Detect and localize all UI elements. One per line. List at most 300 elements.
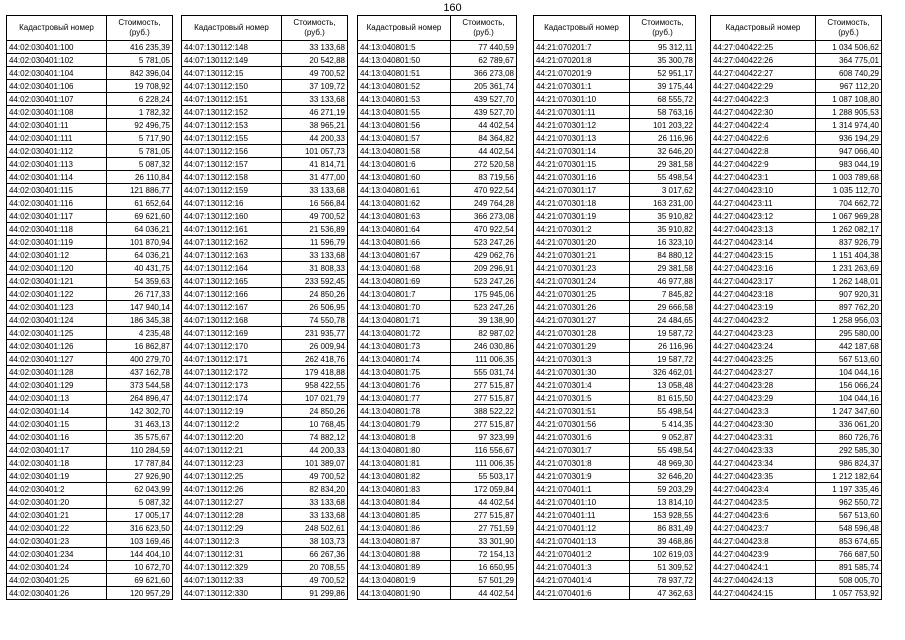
cadastral-number-cell: 44:21:070301:13: [534, 132, 630, 145]
cost-cell: 16 862,87: [107, 340, 173, 353]
cost-cell: 5 781,05: [107, 54, 173, 67]
cadastral-number-cell: 44:21:070301:21: [534, 249, 630, 262]
cost-cell: 156 066,24: [816, 379, 882, 392]
cost-cell: 74 550,78: [282, 314, 348, 327]
cost-table-1: [6, 15, 173, 600]
cost-cell: 388 522,22: [451, 405, 517, 418]
table-row: [182, 236, 348, 249]
cadastral-number-cell: 44:21:070301:7: [534, 444, 630, 457]
table-row: [358, 470, 517, 483]
table-row: [711, 418, 882, 431]
cost-cell: 442 187,68: [816, 340, 882, 353]
table-row: [711, 41, 882, 54]
table-row: [711, 236, 882, 249]
page-number: 160: [443, 2, 462, 14]
cost-cell: 78 937,72: [630, 574, 696, 587]
cadastral-number-cell: 44:13:040801:63: [358, 210, 451, 223]
cadastral-number-cell: 44:07:130112:159: [182, 184, 282, 197]
cost-cell: 853 674,65: [816, 535, 882, 548]
cadastral-number-cell: 44:27:040423:15: [711, 249, 816, 262]
cadastral-number-cell: 44:27:040423:30: [711, 418, 816, 431]
table-row: [358, 119, 517, 132]
cost-cell: 5 717,90: [107, 132, 173, 145]
table-row: [7, 67, 173, 80]
cost-cell: 567 513,60: [816, 509, 882, 522]
table-row: [534, 418, 696, 431]
cadastral-number-cell: 44:21:070401:3: [534, 561, 630, 574]
cadastral-number-cell: 44:07:130112:150: [182, 80, 282, 93]
cadastral-number-cell: 44:13:040801:88: [358, 548, 451, 561]
cost-cell: 17 787,84: [107, 457, 173, 470]
table-header-row: [182, 16, 348, 41]
cost-cell: 58 763,16: [630, 106, 696, 119]
table-row: [7, 171, 173, 184]
cadastral-number-cell: 44:27:040424:1: [711, 561, 816, 574]
cost-cell: 62 789,67: [451, 54, 517, 67]
cost-cell: 277 515,87: [451, 379, 517, 392]
table-row: [358, 587, 517, 600]
cadastral-number-cell: 44:21:070301:8: [534, 457, 630, 470]
table-row: [182, 470, 348, 483]
cadastral-number-cell: 44:07:130112:168: [182, 314, 282, 327]
cost-cell: 608 740,29: [816, 67, 882, 80]
cadastral-number-cell: 44:27:040424:13: [711, 574, 816, 587]
cadastral-number-cell: 44:02:030401:102: [7, 54, 107, 67]
table-row: [182, 535, 348, 548]
cadastral-number-cell: 44:27:040422:30: [711, 106, 816, 119]
cost-cell: 49 700,52: [282, 574, 348, 587]
cost-cell: 897 762,20: [816, 301, 882, 314]
cost-cell: 32 646,20: [630, 470, 696, 483]
cadastral-number-cell: 44:02:030401:21: [7, 509, 107, 522]
table-row: [711, 392, 882, 405]
cadastral-number-cell: 44:02:030401:127: [7, 353, 107, 366]
cost-cell: 292 585,30: [816, 444, 882, 457]
cadastral-number-cell: 44:02:030401:25: [7, 574, 107, 587]
cadastral-number-cell: 44:13:040801:89: [358, 561, 451, 574]
cadastral-number-cell: 44:02:030401:19: [7, 470, 107, 483]
cadastral-number-cell: 44:07:130112:149: [182, 54, 282, 67]
table-row: [711, 210, 882, 223]
cost-cell: 1 314 974,40: [816, 119, 882, 132]
cadastral-number-cell: 44:02:030401:14: [7, 405, 107, 418]
cost-cell: 81 615,50: [630, 392, 696, 405]
cadastral-number-cell: 44:21:070301:10: [534, 93, 630, 106]
cost-cell: 1 288 905,53: [816, 106, 882, 119]
cadastral-number-cell: 44:02:030401:115: [7, 184, 107, 197]
cost-cell: 231 935,77: [282, 327, 348, 340]
cadastral-number-cell: 44:07:130112:27: [182, 496, 282, 509]
cost-cell: 437 162,78: [107, 366, 173, 379]
table-row: [711, 561, 882, 574]
cadastral-number-cell: 44:07:130112:2: [182, 418, 282, 431]
cadastral-number-cell: 44:27:040423:11: [711, 197, 816, 210]
table-row: [534, 171, 696, 184]
cost-cell: 82 834,20: [282, 483, 348, 496]
cadastral-number-cell: 44:21:070301:18: [534, 197, 630, 210]
cost-cell: 41 814,71: [282, 158, 348, 171]
cadastral-number-cell: 44:21:070301:26: [534, 301, 630, 314]
table-row: [534, 405, 696, 418]
cost-cell: 144 404,10: [107, 548, 173, 561]
table-row: [182, 340, 348, 353]
table-row: [182, 288, 348, 301]
table-row: [711, 587, 882, 600]
cadastral-number-cell: 44:13:040801:61: [358, 184, 451, 197]
cadastral-number-cell: 44:07:130112:19: [182, 405, 282, 418]
cost-cell: 82 987,02: [451, 327, 517, 340]
cost-cell: 69 621,60: [107, 210, 173, 223]
cost-cell: 26 116,96: [630, 340, 696, 353]
table-row: [182, 67, 348, 80]
table-row: [711, 509, 882, 522]
table-row: [182, 483, 348, 496]
cost-cell: 29 381,58: [630, 158, 696, 171]
table-row: [711, 132, 882, 145]
cadastral-number-cell: 44:13:040801:80: [358, 444, 451, 457]
cadastral-number-cell: 44:02:030401:26: [7, 587, 107, 600]
table-row: [182, 80, 348, 93]
table-row: [711, 314, 882, 327]
table-row: [534, 41, 696, 54]
table-row: [182, 366, 348, 379]
table-row: [7, 158, 173, 171]
cadastral-number-cell: 44:27:040423:2: [711, 314, 816, 327]
table-row: [711, 457, 882, 470]
cost-cell: 416 235,39: [107, 41, 173, 54]
table-row: [534, 119, 696, 132]
cost-table-4: [533, 15, 696, 600]
cost-cell: 55 503,17: [451, 470, 517, 483]
table-row: [358, 41, 517, 54]
cost-cell: 5 087,32: [107, 496, 173, 509]
cost-table-2: [181, 15, 348, 600]
cadastral-number-cell: 44:21:070301:15: [534, 158, 630, 171]
cadastral-number-cell: 44:27:040423:27: [711, 366, 816, 379]
cost-cell: 46 977,88: [630, 275, 696, 288]
cadastral-number-cell: 44:27:040423:14: [711, 236, 816, 249]
table-row: [711, 340, 882, 353]
cost-cell: 29 666,58: [630, 301, 696, 314]
cadastral-number-cell: 44:13:040801:64: [358, 223, 451, 236]
table-row: [358, 171, 517, 184]
table-row: [358, 444, 517, 457]
table-row: [711, 184, 882, 197]
cadastral-number-cell: 44:13:040801:5: [358, 41, 451, 54]
table-row: [182, 249, 348, 262]
table-row: [358, 457, 517, 470]
cadastral-number-header: Кадастровый номер: [711, 16, 816, 41]
cadastral-number-cell: 44:21:070401:12: [534, 522, 630, 535]
cadastral-number-cell: 44:13:040801:84: [358, 496, 451, 509]
cadastral-number-cell: 44:07:130112:174: [182, 392, 282, 405]
cost-cell: 26 009,94: [282, 340, 348, 353]
table-row: [358, 548, 517, 561]
cadastral-number-cell: 44:27:040423:25: [711, 353, 816, 366]
cost-cell: 153 928,55: [630, 509, 696, 522]
cost-cell: 48 969,30: [630, 457, 696, 470]
cadastral-number-header: Кадастровый номер: [7, 16, 107, 41]
cadastral-number-cell: 44:27:040423:35: [711, 470, 816, 483]
table-row: [711, 275, 882, 288]
table-row: [182, 457, 348, 470]
cost-cell: 62 043,99: [107, 483, 173, 496]
table-row: [7, 145, 173, 158]
cost-cell: 11 596,79: [282, 236, 348, 249]
table-row: [182, 509, 348, 522]
table-row: [7, 379, 173, 392]
table-row: [358, 340, 517, 353]
cadastral-number-cell: 44:02:030401:15: [7, 418, 107, 431]
cost-cell: 84 364,82: [451, 132, 517, 145]
cadastral-number-cell: 44:27:040423:17: [711, 275, 816, 288]
cadastral-number-cell: 44:27:040423:28: [711, 379, 816, 392]
table-row: [358, 314, 517, 327]
table-row: [534, 561, 696, 574]
cost-cell: 366 273,08: [451, 67, 517, 80]
table-row: [7, 548, 173, 561]
table-row: [711, 288, 882, 301]
table-row: [7, 444, 173, 457]
cadastral-number-cell: 44:07:130112:15: [182, 67, 282, 80]
cost-cell: 5 087,32: [107, 158, 173, 171]
cadastral-number-cell: 44:02:030401:114: [7, 171, 107, 184]
cadastral-number-header: Кадастровый номер: [534, 16, 630, 41]
table-row: [711, 249, 882, 262]
cost-cell: 1 035 112,70: [816, 184, 882, 197]
cadastral-number-cell: 44:21:070301:9: [534, 470, 630, 483]
cost-cell: 1 067 969,28: [816, 210, 882, 223]
table-row: [711, 379, 882, 392]
cost-cell: 107 021,79: [282, 392, 348, 405]
table-header-row: [358, 16, 517, 41]
table-row: [711, 574, 882, 587]
table-row: [358, 236, 517, 249]
cadastral-number-cell: 44:27:040422:3: [711, 93, 816, 106]
cost-cell: 111 006,35: [451, 457, 517, 470]
cadastral-number-cell: 44:02:030401:122: [7, 288, 107, 301]
cadastral-number-cell: 44:02:030401:12: [7, 249, 107, 262]
table-row: [534, 145, 696, 158]
cost-cell: 27 926,90: [107, 470, 173, 483]
table-row: [7, 522, 173, 535]
cost-cell: 19 587,72: [630, 327, 696, 340]
cost-cell: 55 498,54: [630, 171, 696, 184]
cadastral-number-cell: 44:02:030401:113: [7, 158, 107, 171]
cadastral-number-cell: 44:13:040801:55: [358, 106, 451, 119]
cost-cell: 209 296,91: [451, 262, 517, 275]
table-row: [7, 93, 173, 106]
cost-cell: 336 061,20: [816, 418, 882, 431]
table-row: [534, 314, 696, 327]
cadastral-number-cell: 44:27:040422:4: [711, 119, 816, 132]
table-row: [7, 587, 173, 600]
table-row: [358, 67, 517, 80]
table-row: [711, 80, 882, 93]
cost-cell: 4 235,48: [107, 327, 173, 340]
cadastral-number-cell: 44:07:130112:26: [182, 483, 282, 496]
table-row: [358, 522, 517, 535]
cadastral-number-cell: 44:27:040423:23: [711, 327, 816, 340]
cost-cell: 958 422,55: [282, 379, 348, 392]
cadastral-number-cell: 44:13:040801:83: [358, 483, 451, 496]
cadastral-number-cell: 44:27:040423:6: [711, 509, 816, 522]
table-row: [7, 262, 173, 275]
table-row: [358, 54, 517, 67]
cadastral-number-cell: 44:13:040801:73: [358, 340, 451, 353]
table-row: [182, 210, 348, 223]
table-row: [711, 353, 882, 366]
table-row: [182, 314, 348, 327]
cost-cell: 142 302,70: [107, 405, 173, 418]
cadastral-number-cell: 44:07:130112:33: [182, 574, 282, 587]
cost-header: Стоимость, (руб.): [451, 16, 517, 41]
table-row: [7, 249, 173, 262]
cadastral-number-cell: 44:02:030401:107: [7, 93, 107, 106]
cost-cell: 35 910,82: [630, 210, 696, 223]
cadastral-number-cell: 44:27:040423:1: [711, 171, 816, 184]
cadastral-number-cell: 44:07:130112:155: [182, 132, 282, 145]
cost-cell: 147 940,14: [107, 301, 173, 314]
cost-cell: 55 498,54: [630, 444, 696, 457]
cost-cell: 26 116,96: [630, 132, 696, 145]
cadastral-number-cell: 44:27:040422:6: [711, 132, 816, 145]
table-row: [534, 210, 696, 223]
cost-cell: 59 203,29: [630, 483, 696, 496]
table-row: [7, 366, 173, 379]
cost-cell: 1 247 347,60: [816, 405, 882, 418]
cadastral-number-cell: 44:21:070301:11: [534, 106, 630, 119]
cadastral-number-cell: 44:21:070401:2: [534, 548, 630, 561]
cost-cell: 439 527,70: [451, 93, 517, 106]
cadastral-number-cell: 44:21:070301:25: [534, 288, 630, 301]
table-row: [7, 457, 173, 470]
cadastral-number-cell: 44:13:040801:57: [358, 132, 451, 145]
table-row: [534, 67, 696, 80]
table-row: [534, 80, 696, 93]
table-row: [358, 509, 517, 522]
table-header-row: [534, 16, 696, 41]
table-row: [182, 145, 348, 158]
cost-cell: 163 231,00: [630, 197, 696, 210]
cadastral-number-cell: 44:07:130112:172: [182, 366, 282, 379]
table-row: [358, 483, 517, 496]
cost-cell: 37 109,72: [282, 80, 348, 93]
cost-cell: 40 431,75: [107, 262, 173, 275]
cadastral-number-cell: 44:27:040423:5: [711, 496, 816, 509]
cadastral-number-header: Кадастровый номер: [182, 16, 282, 41]
cost-cell: 44 200,33: [282, 132, 348, 145]
cost-cell: 21 536,89: [282, 223, 348, 236]
cadastral-number-cell: 44:27:040422:29: [711, 80, 816, 93]
cost-cell: 172 059,84: [451, 483, 517, 496]
cost-cell: 74 882,12: [282, 431, 348, 444]
cadastral-number-header: Кадастровый номер: [358, 16, 451, 41]
table-row: [182, 41, 348, 54]
cost-cell: 33 133,68: [282, 41, 348, 54]
table-row: [358, 431, 517, 444]
cadastral-number-cell: 44:27:040423:13: [711, 223, 816, 236]
cadastral-number-cell: 44:27:040423:24: [711, 340, 816, 353]
cost-cell: 52 951,17: [630, 67, 696, 80]
cadastral-number-cell: 44:27:040423:3: [711, 405, 816, 418]
cadastral-number-cell: 44:02:030401:108: [7, 106, 107, 119]
cadastral-number-cell: 44:13:040801:53: [358, 93, 451, 106]
table-row: [7, 470, 173, 483]
cadastral-number-cell: 44:13:040801:8: [358, 431, 451, 444]
cadastral-number-cell: 44:13:040801:58: [358, 145, 451, 158]
table-row: [711, 223, 882, 236]
cost-cell: 17 005,17: [107, 509, 173, 522]
cadastral-number-cell: 44:27:040423:12: [711, 210, 816, 223]
cost-cell: 97 323,99: [451, 431, 517, 444]
cost-cell: 32 646,20: [630, 145, 696, 158]
cadastral-number-cell: 44:13:040801:87: [358, 535, 451, 548]
cost-cell: 1 057 753,92: [816, 587, 882, 600]
table-row: [182, 587, 348, 600]
cadastral-number-cell: 44:21:070301:23: [534, 262, 630, 275]
table-row: [7, 184, 173, 197]
cadastral-number-cell: 44:13:040801:9: [358, 574, 451, 587]
cost-cell: 66 267,36: [282, 548, 348, 561]
cost-cell: 110 284,59: [107, 444, 173, 457]
cost-cell: 508 005,70: [816, 574, 882, 587]
table-row: [358, 327, 517, 340]
table-row: [711, 262, 882, 275]
cadastral-number-cell: 44:07:130112:161: [182, 223, 282, 236]
cadastral-number-cell: 44:07:130112:160: [182, 210, 282, 223]
cost-cell: 205 361,74: [451, 80, 517, 93]
cost-cell: 24 850,26: [282, 405, 348, 418]
table-row: [358, 561, 517, 574]
cost-cell: 44 402,54: [451, 587, 517, 600]
table-row: [358, 80, 517, 93]
cost-cell: 33 301,90: [451, 535, 517, 548]
cadastral-number-cell: 44:13:040801:78: [358, 405, 451, 418]
cadastral-number-cell: 44:27:040422:8: [711, 145, 816, 158]
table-row: [711, 145, 882, 158]
table-row: [534, 262, 696, 275]
table-row: [182, 184, 348, 197]
cadastral-number-cell: 44:21:070301:20: [534, 236, 630, 249]
cost-cell: 35 910,82: [630, 223, 696, 236]
cost-cell: 104 044,16: [816, 366, 882, 379]
cadastral-number-cell: 44:02:030401:11: [7, 119, 107, 132]
table-row: [7, 405, 173, 418]
cost-cell: 77 440,59: [451, 41, 517, 54]
table-row: [182, 548, 348, 561]
cadastral-number-cell: 44:07:130112:28: [182, 509, 282, 522]
cadastral-number-cell: 44:27:040423:10: [711, 184, 816, 197]
table-row: [182, 54, 348, 67]
cadastral-number-cell: 44:07:130112:3: [182, 535, 282, 548]
cost-cell: 295 580,00: [816, 327, 882, 340]
cost-cell: 84 880,12: [630, 249, 696, 262]
table-row: [711, 54, 882, 67]
table-row: [711, 470, 882, 483]
table-row: [7, 223, 173, 236]
cost-cell: 5 414,35: [630, 418, 696, 431]
table-row: [182, 574, 348, 587]
cadastral-number-cell: 44:07:130112:151: [182, 93, 282, 106]
cadastral-number-cell: 44:13:040801:50: [358, 54, 451, 67]
cost-cell: 16 323,10: [630, 236, 696, 249]
cost-cell: 186 345,38: [107, 314, 173, 327]
cadastral-number-cell: 44:13:040801:69: [358, 275, 451, 288]
table-row: [358, 496, 517, 509]
cadastral-number-cell: 44:13:040801:85: [358, 509, 451, 522]
table-row: [534, 327, 696, 340]
